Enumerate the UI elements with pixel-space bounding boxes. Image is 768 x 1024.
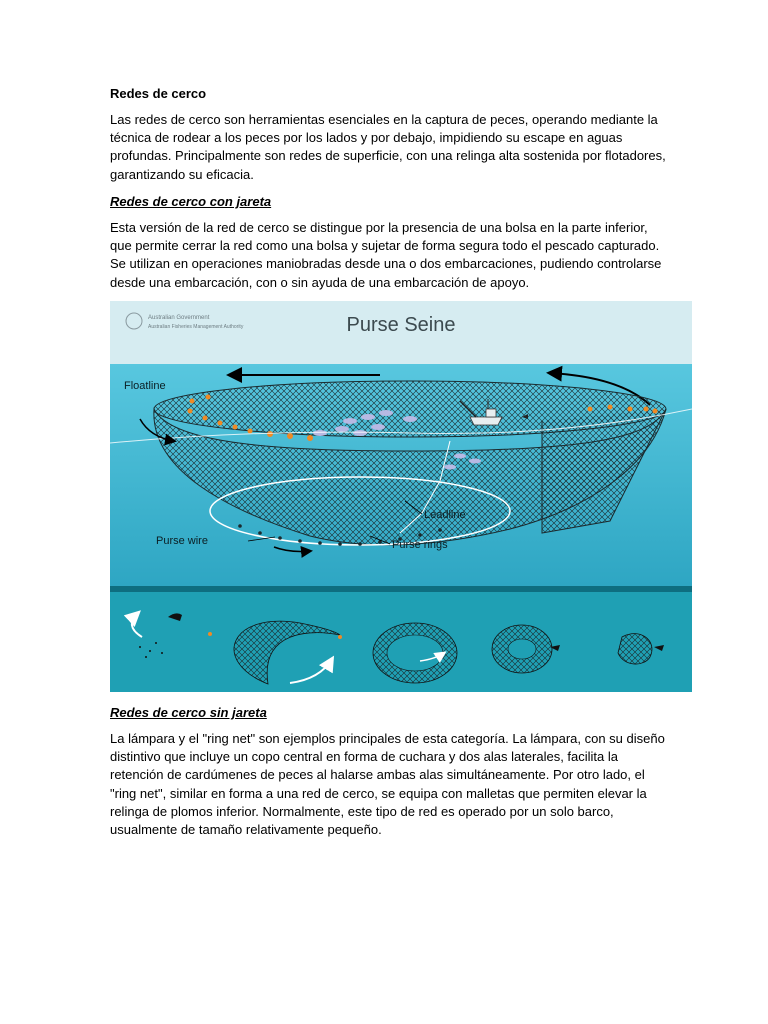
logo-line-2: Australian Fisheries Management Authority <box>148 324 244 330</box>
section-heading-sin-jareta: Redes de cerco sin jareta <box>110 705 267 720</box>
figure-title: Purse Seine <box>346 314 456 336</box>
purse-seine-figure <box>110 301 692 692</box>
label-floatline: Floatline <box>124 380 166 392</box>
label-leadline: Leadline <box>424 509 466 521</box>
label-purse-rings: Purse rings <box>392 539 448 551</box>
document-title: Redes de cerco <box>110 86 207 101</box>
label-purse-wire: Purse wire <box>156 535 208 547</box>
section-heading-con-jareta: Redes de cerco con jareta <box>110 194 272 209</box>
sequence-step-3 <box>373 623 457 683</box>
logo-line-1: Australian Government <box>148 315 210 321</box>
section-body-con-jareta: Esta versión de la red de cerco se distingue por la presencia de una bolsa en la parte inferior, que permite cerrar la red como una bolsa y sujetar de forma segura todo el pescado capturado. Se utilizan en operaciones maniobradas desde una o dos embarcaciones, pudiendo controlarse desde una embarcación, con o sin ayuda de una embarcación de apoyo. <box>110 220 662 290</box>
purse-seine-illustration <box>110 301 692 692</box>
divider <box>110 586 692 592</box>
intro-paragraph: Las redes de cerco son herramientas esenciales en la captura de peces, operando mediante la técnica de rodear a los peces por los lados y por debajo, impidiendo su escape en aguas profundas. Principalmente son redes de superficie, con una relinga alta sostenida por flotadores, garantizando su eficacia. <box>110 112 666 182</box>
section-body-sin-jareta: La lámpara y el "ring net" son ejemplos principales de esta categoría. La lámpara, con su diseño distintivo que incluye un copo central en forma de cuchara y dos alas laterales, facilita la retención de cardúmenes de peces al halarse ambas alas simultáneamente. Por otro lado, el "ring net", similar en forma a una red de cerco, se equipa con malletas que permiten elevar la relinga de plomos inferior. Normalmente, este tipo de red es operado por un solo barco, usualmente de tamaño relativamente pequeño. <box>110 731 665 838</box>
